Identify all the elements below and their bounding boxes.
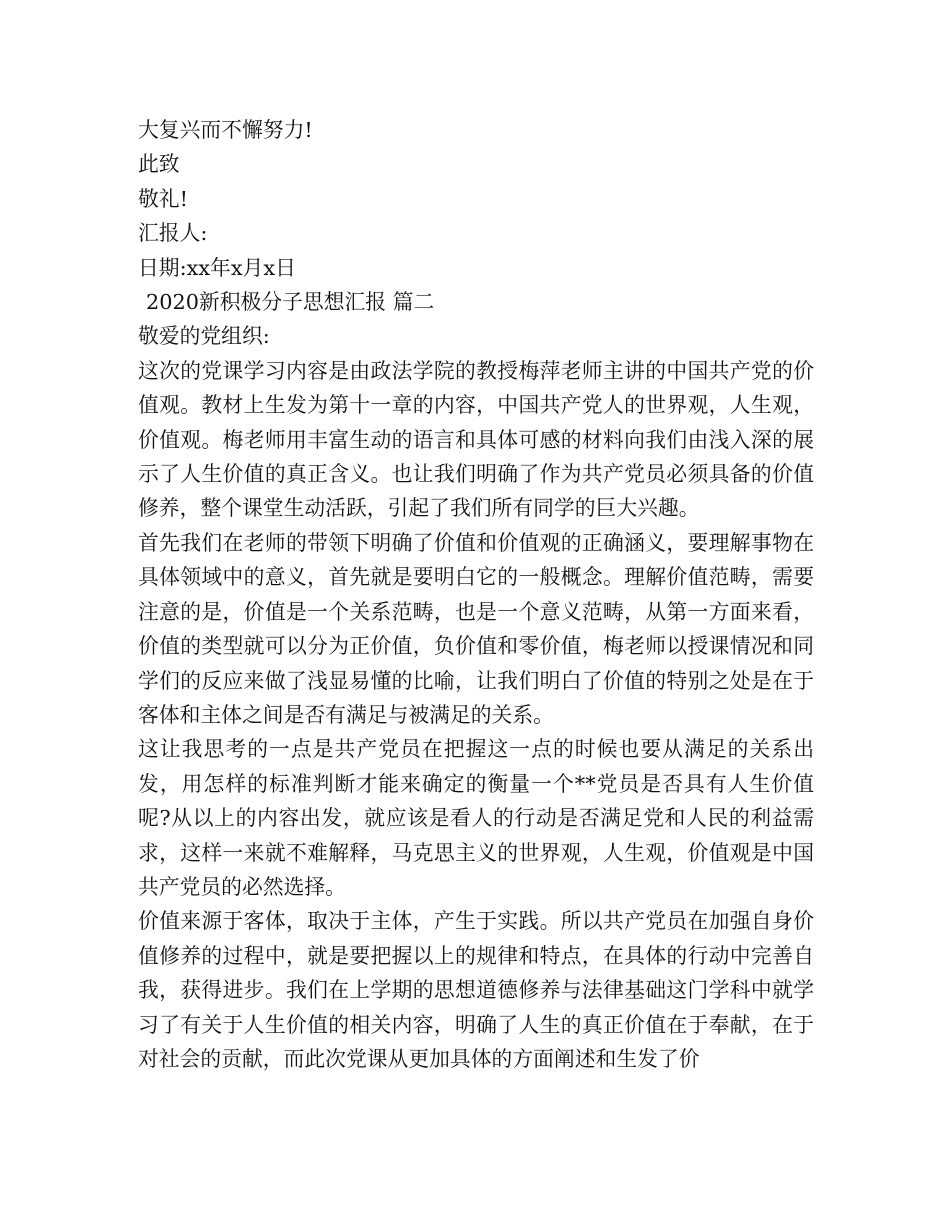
salutation: 敬爱的党组织: (138, 324, 270, 349)
document-body (138, 113, 814, 1076)
paragraph-3: 这让我思考的一点是共产党员在把握这一点的时候也要从满足的关系出发，用怎样的标准判断才能来确定的衡量一个**党员是否具有人生价值呢?从以上的内容出发，就应该是看人的行动是否满足党和人民的利益需求，这样一来就不难解释，马克思主义的世界观，人生观，价值观是中国共产党员的必然选择。 (138, 737, 814, 899)
section-title: 2020新积极分子思想汇报 篇二 (146, 290, 435, 315)
closing-line-struggle: 大复兴而不懈努力! (138, 118, 313, 142)
closing-line-cizhi: 此致 (138, 152, 180, 177)
reporter-line: 汇报人: (138, 221, 208, 246)
paragraph-1: 这次的党课学习内容是由政法学院的教授梅萍老师主讲的中国共产党的价值观。教材上生发为第十一章的内容，中国共产党人的世界观，人生观，价值观。梅老师用丰富生动的语言和具体可感的材料向我们由浅入深的展示了人生价值的真正含义。也让我们明确了作为共产党员必须具备的价值修养，整个课堂生动活跃，引起了我们所有同学的巨大兴趣。 (138, 358, 814, 521)
paragraph-2: 首先我们在老师的带领下明确了价值和价值观的正确涵义，要理解事物在具体领域中的意义，首先就是要明白它的一般概念。理解价值范畴，需要注意的是，价值是一个关系范畴，也是一个意义范畴，从第一方面来看，价值的类型就可以分为正价值，负价值和零价值，梅老师以授课情况和同学们的反应来做了浅显易懂的比喻，让我们明白了价值的特别之处是在于客体和主体之间是否有满足与被满足的关系。 (138, 530, 814, 727)
closing-line-jingli: 敬礼! (138, 186, 188, 211)
date-line: 日期:xx年x月x日 (138, 255, 296, 280)
paragraph-4: 价值来源于客体，取决于主体，产生于实践。所以共产党员在加强自身价值修养的过程中，就是要把握以上的规律和特点，在具体的行动中完善自我，获得进步。我们在上学期的思想道德修养与法律基础这门学科中就学习了有关于人生价值的相关内容，明确了人生的真正价值在于奉献，在于对社会的贡献，而此次党课从更加具体的方面阐述和生发了价 (138, 909, 814, 1071)
